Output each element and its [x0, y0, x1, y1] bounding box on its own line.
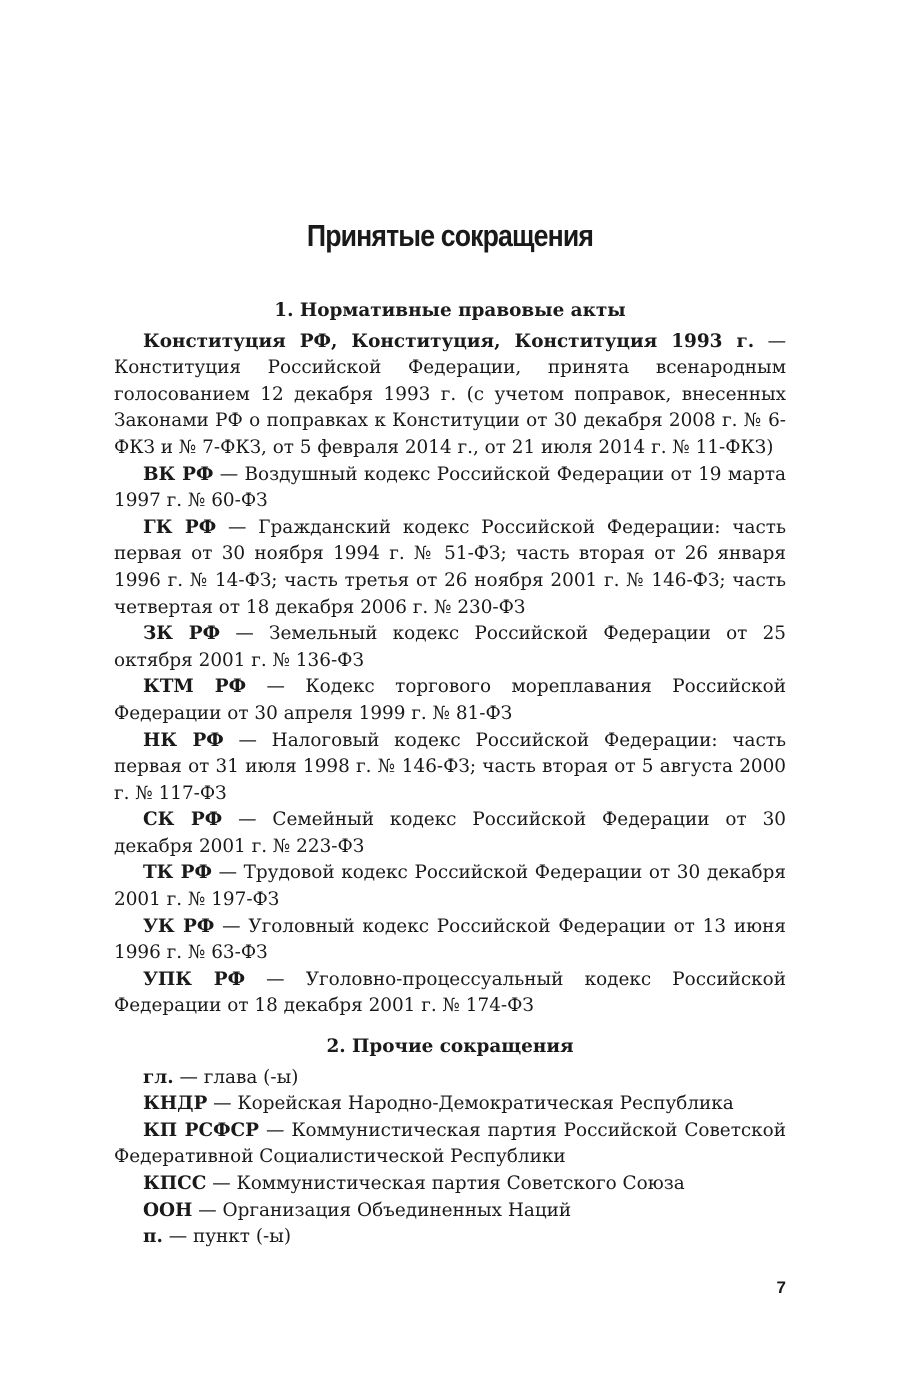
abbreviation-definition: Уголовный кодекс Российской Федерации от 13 июня 1996 г. № 63-ФЗ: [114, 915, 786, 964]
page-title: Принятые сокращения: [306, 218, 594, 253]
abbreviation-definition: Земельный кодекс Российской Федерации от 25 октября 2001 г. № 136-ФЗ: [114, 623, 786, 671]
abbreviation-entry: КТМ РФ — Кодекс торгового мореплавания Российской Федерации от 30 апреля 1999 г. № 81-ФЗ: [114, 676, 786, 724]
abbreviation-term: ТК РФ: [143, 862, 212, 884]
abbreviation-term: гл.: [143, 1066, 174, 1088]
abbreviation-entry: ООН — Организация Объединенных Наций: [143, 1199, 572, 1221]
abbreviation-definition: Трудовой кодекс Российской Федерации от 30 декабря 2001 г. № 197-ФЗ: [114, 862, 786, 911]
abbreviation-definition: Коммунистическая партия Российской Советской Федеративной Социалистической Республики: [114, 1119, 786, 1168]
abbreviation-term: КП РСФСР: [143, 1119, 259, 1141]
abbreviation-definition: Уголовно-процессуальный кодекс Российской Федерации от 18 декабря 2001 г. № 174-ФЗ: [114, 968, 786, 1017]
abbreviation-term: КПСС: [143, 1173, 207, 1194]
abbreviation-definition: Семейный кодекс Российской Федерации от 30 декабря 2001 г. № 223-ФЗ: [114, 809, 786, 857]
abbreviations-content: [114, 298, 786, 1251]
abbreviation-entry: ГК РФ — Гражданский кодекс Российской Федерации: часть первая от 30 ноября 1994 г. № 51-ФЗ; часть вторая от 26 января 1996 г. № 14-ФЗ; часть третья от 26 ноября 2001 г. № 146-ФЗ; часть четвертая от 18 декабря 2006 г. № 230-ФЗ: [114, 516, 786, 618]
abbreviation-definition: Налоговый кодекс Российской Федерации: часть первая от 31 июля 1998 г. № 146-ФЗ; часть вторая от 5 августа 2000 г. № 117-ФЗ: [114, 729, 786, 804]
abbreviation-entry: НК РФ — Налоговый кодекс Российской Федерации: часть первая от 31 июля 1998 г. № 146-ФЗ; часть вторая от 5 августа 2000 г. № 117-ФЗ: [114, 729, 786, 804]
abbreviation-term: УПК РФ: [143, 968, 246, 990]
abbreviation-term: СК РФ: [143, 809, 223, 831]
section-heading-other: 2. Прочие сокращения: [326, 1036, 574, 1058]
abbreviation-entry: КПСС — Коммунистическая партия Советского Союза: [143, 1173, 685, 1194]
page-number: 7: [776, 1278, 786, 1297]
abbreviation-entry: ТК РФ — Трудовой кодекс Российской Федерации от 30 декабря 2001 г. № 197-ФЗ: [114, 862, 786, 911]
abbreviation-term: п.: [143, 1226, 163, 1248]
abbreviation-entry: ЗК РФ — Земельный кодекс Российской Федерации от 25 октября 2001 г. № 136-ФЗ: [114, 623, 786, 671]
abbreviation-entry: гл. — глава (-ы): [143, 1066, 299, 1088]
abbreviation-term: КТМ РФ: [143, 676, 247, 698]
abbreviation-term: ВК РФ: [143, 463, 214, 485]
abbreviation-term: НК РФ: [143, 729, 224, 751]
abbreviation-definition: Коммунистическая партия Советского Союза: [236, 1173, 685, 1194]
abbreviation-entry: Конституция РФ, Конституция, Конституция 1993 г. — Конституция Российской Федерации, принята всенародным голосованием 12 декабря 1993 г. (с учетом поправок, внесенных Законами РФ о поправках к Конституции от 30 декабря 2008 г. № 6-ФКЗ и № 7-ФКЗ, от 5 февраля 2014 г., от 21 июля 2014 г. № 11-ФКЗ): [114, 330, 786, 458]
abbreviation-entry: КНДР — Корейская Народно-Демократическая Республика: [143, 1093, 734, 1115]
abbreviation-definition: Конституция Российской Федерации, принята всенародным голосованием 12 декабря 1993 г. (с учетом поправок, внесенных Законами РФ о поправках к Конституции от 30 декабря 2008 г. № 6-ФКЗ и № 7-ФКЗ, от 5 февраля 2014 г., от 21 июля 2014 г. № 11-ФКЗ): [114, 357, 786, 458]
abbreviation-term: УК РФ: [143, 915, 215, 937]
abbreviation-term: Конституция РФ, Конституция, Конституция 1993 г.: [143, 330, 755, 352]
abbreviation-definition: Гражданский кодекс Российской Федерации: часть первая от 30 ноября 1994 г. № 51-ФЗ; часть вторая от 26 января 1996 г. № 14-ФЗ; часть третья от 26 ноября 2001 г. № 146-ФЗ; часть четвертая от 18 декабря 2006 г. № 230-ФЗ: [114, 516, 786, 618]
section-heading-normative-acts: 1. Нормативные правовые акты: [274, 300, 626, 321]
abbreviation-definition: Воздушный кодекс Российской Федерации от 19 марта 1997 г. № 60-ФЗ: [114, 463, 786, 512]
abbreviation-entry: п. — пункт (-ы): [143, 1226, 292, 1248]
abbreviation-definition: глава (-ы): [203, 1066, 299, 1088]
abbreviation-definition: пункт (-ы): [192, 1226, 292, 1248]
abbreviation-entry: УПК РФ — Уголовно-процессуальный кодекс Российской Федерации от 18 декабря 2001 г. № 174-ФЗ: [114, 968, 786, 1017]
abbreviation-entry: УК РФ — Уголовный кодекс Российской Федерации от 13 июня 1996 г. № 63-ФЗ: [114, 915, 786, 964]
abbreviation-term: ЗК РФ: [143, 623, 221, 645]
abbreviation-definition: Кодекс торгового мореплавания Российской Федерации от 30 апреля 1999 г. № 81-ФЗ: [114, 676, 786, 724]
abbreviation-definition: Корейская Народно-Демократическая Республика: [237, 1093, 734, 1115]
abbreviation-entry: КП РСФСР — Коммунистическая партия Российской Советской Федеративной Социалистической Республики: [114, 1119, 786, 1168]
abbreviation-term: ООН: [143, 1199, 193, 1221]
abbreviation-term: ГК РФ: [143, 516, 217, 538]
abbreviation-entry: ВК РФ — Воздушный кодекс Российской Федерации от 19 марта 1997 г. № 60-ФЗ: [114, 463, 786, 512]
abbreviation-term: КНДР: [143, 1093, 208, 1115]
abbreviation-definition: Организация Объединенных Наций: [222, 1199, 572, 1221]
abbreviation-entry: СК РФ — Семейный кодекс Российской Федерации от 30 декабря 2001 г. № 223-ФЗ: [114, 809, 786, 857]
